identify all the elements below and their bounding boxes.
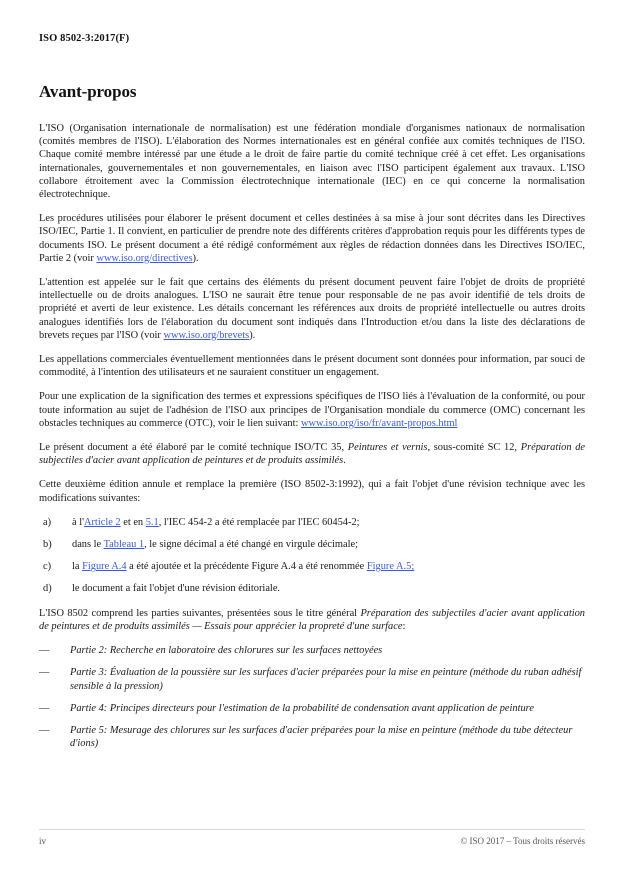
- list-marker: c): [43, 561, 52, 573]
- copyright-notice: © ISO 2017 – Tous droits réservés: [460, 836, 585, 846]
- part-3-text: Partie 3: Évaluation de la poussière sur les surfaces d'acier préparées pour la mise en peinture (méthode du ruban adhésif sensible à la pression): [70, 667, 582, 692]
- link-figure-a4[interactable]: Figure A.4: [82, 561, 127, 573]
- link-iso-directives[interactable]: www.iso.org/directives: [96, 252, 193, 264]
- list-marker: a): [43, 516, 52, 528]
- list-marker-dash: —: [39, 645, 50, 657]
- paragraph-committee-text-2: , sous-comité SC 12,: [427, 442, 521, 454]
- list-item: [39, 538, 585, 551]
- parts-list: [39, 644, 585, 750]
- document-header-standard-number: ISO 8502-3:2017(F): [39, 33, 130, 44]
- list-marker: b): [43, 539, 52, 551]
- link-clause-5-1[interactable]: 5.1: [145, 516, 159, 528]
- part-4-text: Partie 4: Principes directeurs pour l'estimation de la probabilité de condensation avant application de peinture: [70, 702, 534, 714]
- paragraph-patent-rights-tail: ).: [249, 329, 256, 341]
- parts-intro-text-2: :: [402, 620, 406, 632]
- list-item: [39, 516, 585, 529]
- list-marker-dash: —: [39, 724, 50, 736]
- modifications-list: [39, 516, 585, 596]
- item-text-mid: et en: [120, 516, 146, 528]
- link-article-2[interactable]: Article 2: [83, 516, 121, 528]
- document-content: [39, 82, 585, 759]
- list-item: [39, 644, 585, 657]
- part-5-text: Partie 5: Mesurage des chlorures sur les surfaces d'acier préparées pour la mise en peinture (méthode du tube détecteur d'ions): [70, 724, 573, 750]
- page-number: iv: [39, 836, 47, 846]
- paragraph-committee-text-1: Le présent document a été élaboré par le comité technique ISO/TC 35,: [39, 442, 348, 454]
- page-title: Avant-propos: [39, 82, 137, 101]
- paragraph-committee-text-3: .: [343, 455, 346, 467]
- list-item-text: le document a fait l'objet d'une révision éditoriale.: [72, 583, 281, 595]
- paragraph-trade-names: Les appellations commerciales éventuellement mentionnées dans le présent document sont données pour information, par souci de commodité, à l'intention des utilisateurs et ne sauraient constituer un engagement.: [39, 354, 585, 379]
- paragraph-patent-rights: [39, 276, 585, 342]
- paragraph-patent-rights-text: L'attention est appelée sur le fait que certains des éléments du présent document peuvent faire l'objet de droits de propriété intellectuelle ou de droits analogues. L'ISO ne saurait être tenue pour responsable de ne pas avoir identifié de tels droits de propriété et averti de leur existence. Les détails concernant les références aux droits de propriété intellectuelle ou autres droits analogues identifiés lors de l'élaboration du document sont indiqués dans l'Introduction et/ou dans la liste des déclarations de brevets reçues par l'ISO (voir: [39, 277, 585, 341]
- list-marker-dash: —: [39, 667, 50, 679]
- parts-intro-text-1: L'ISO 8502 comprend les parties suivantes, présentées sous le titre général: [39, 607, 361, 619]
- part-2-text: Partie 2: Recherche en laboratoire des chlorures sur les surfaces nettoyées: [70, 645, 383, 657]
- list-item-text: [72, 538, 585, 551]
- list-item: [39, 666, 585, 692]
- list-item: [39, 582, 585, 595]
- list-item: [39, 724, 585, 750]
- paragraph-wto-tbt: [39, 390, 585, 430]
- list-item: [39, 560, 585, 573]
- list-item-text: [72, 516, 585, 529]
- item-text-post: , l'IEC 454-2 a été remplacée par l'IEC 60454-2;: [158, 516, 360, 528]
- paragraph-wto-tbt-text: Pour une explication de la signification des termes et expressions spécifiques de l'ISO liés à l'évaluation de la conformité, ou pour toute information au sujet de l'adhésion de l'ISO aux principes de l'Organisation mondiale du commerce (OMC) concernant les obstacles techniques au commerce (OTC), voir le lien suivant:: [39, 391, 585, 429]
- committee-name-tc35: Peintures et vernis: [347, 442, 428, 454]
- list-item: [39, 702, 585, 715]
- page-footer: [39, 836, 585, 846]
- paragraph-committee: [39, 441, 585, 467]
- list-marker: d): [43, 583, 52, 595]
- paragraph-iso-definition: L'ISO (Organisation internationale de normalisation) est une fédération mondiale d'organismes nationaux de normalisation (comités membres de l'ISO). L'élaboration des Normes internationales est en général confiée aux comités techniques de l'ISO. Chaque comité membre intéressé par une étude a le droit de faire partie du comité technique créé à cet effet. Les organisations internationales, gouvernementales et non gouvernementales, en liaison avec l'ISO participent également aux travaux. L'ISO collabore étroitement avec la Commission électrotechnique internationale (IEC) en ce qui concerne la normalisation électrotechnique.: [39, 123, 585, 201]
- committee-name-sc12: Préparation de subjectiles d'acier avant application de peintures et de produits assimilés: [39, 442, 586, 467]
- general-title-italic: Préparation des subjectiles d'acier avant application de peintures et de produits assimilés — Essais pour apprécier la propreté d'une surface: [39, 607, 585, 632]
- item-text-mid: a été ajoutée et la précédente Figure A.4 a été renommée: [126, 561, 367, 573]
- footer-divider: [39, 829, 585, 830]
- list-item-text: [72, 560, 585, 573]
- paragraph-directives-text: Les procédures utilisées pour élaborer le présent document et celles destinées à sa mise à jour sont décrites dans les Directives ISO/IEC, Partie 1. Il convient, en particulier de prendre note des différents critères d'approbation requis pour les différents types de documents ISO. Le présent document a été rédigé conformément aux règles de rédaction données dans les Directives ISO/IEC, Partie 2 (voir: [39, 213, 585, 264]
- item-text-post: , le signe décimal a été changé en virgule décimale;: [144, 539, 358, 551]
- list-marker-dash: —: [39, 702, 50, 714]
- paragraph-iso-8502-parts-intro: [39, 607, 585, 633]
- link-tableau-1[interactable]: Tableau 1: [103, 539, 145, 551]
- item-text-pre: dans le: [72, 539, 104, 551]
- link-iso-avant-propos[interactable]: www.iso.org/iso/fr/avant-propos.html: [301, 417, 458, 429]
- link-iso-brevets[interactable]: www.iso.org/brevets: [163, 329, 250, 341]
- item-text-pre: à l': [72, 516, 84, 528]
- paragraph-directives: [39, 212, 585, 265]
- link-figure-a5[interactable]: Figure A.5;: [366, 561, 415, 573]
- paragraph-second-edition: Cette deuxième édition annule et remplace la première (ISO 8502-3:1992), qui a fait l'objet d'une révision technique avec les modifications suivantes:: [39, 479, 585, 504]
- item-text-pre: la: [72, 561, 83, 573]
- paragraph-directives-tail: ).: [192, 252, 199, 264]
